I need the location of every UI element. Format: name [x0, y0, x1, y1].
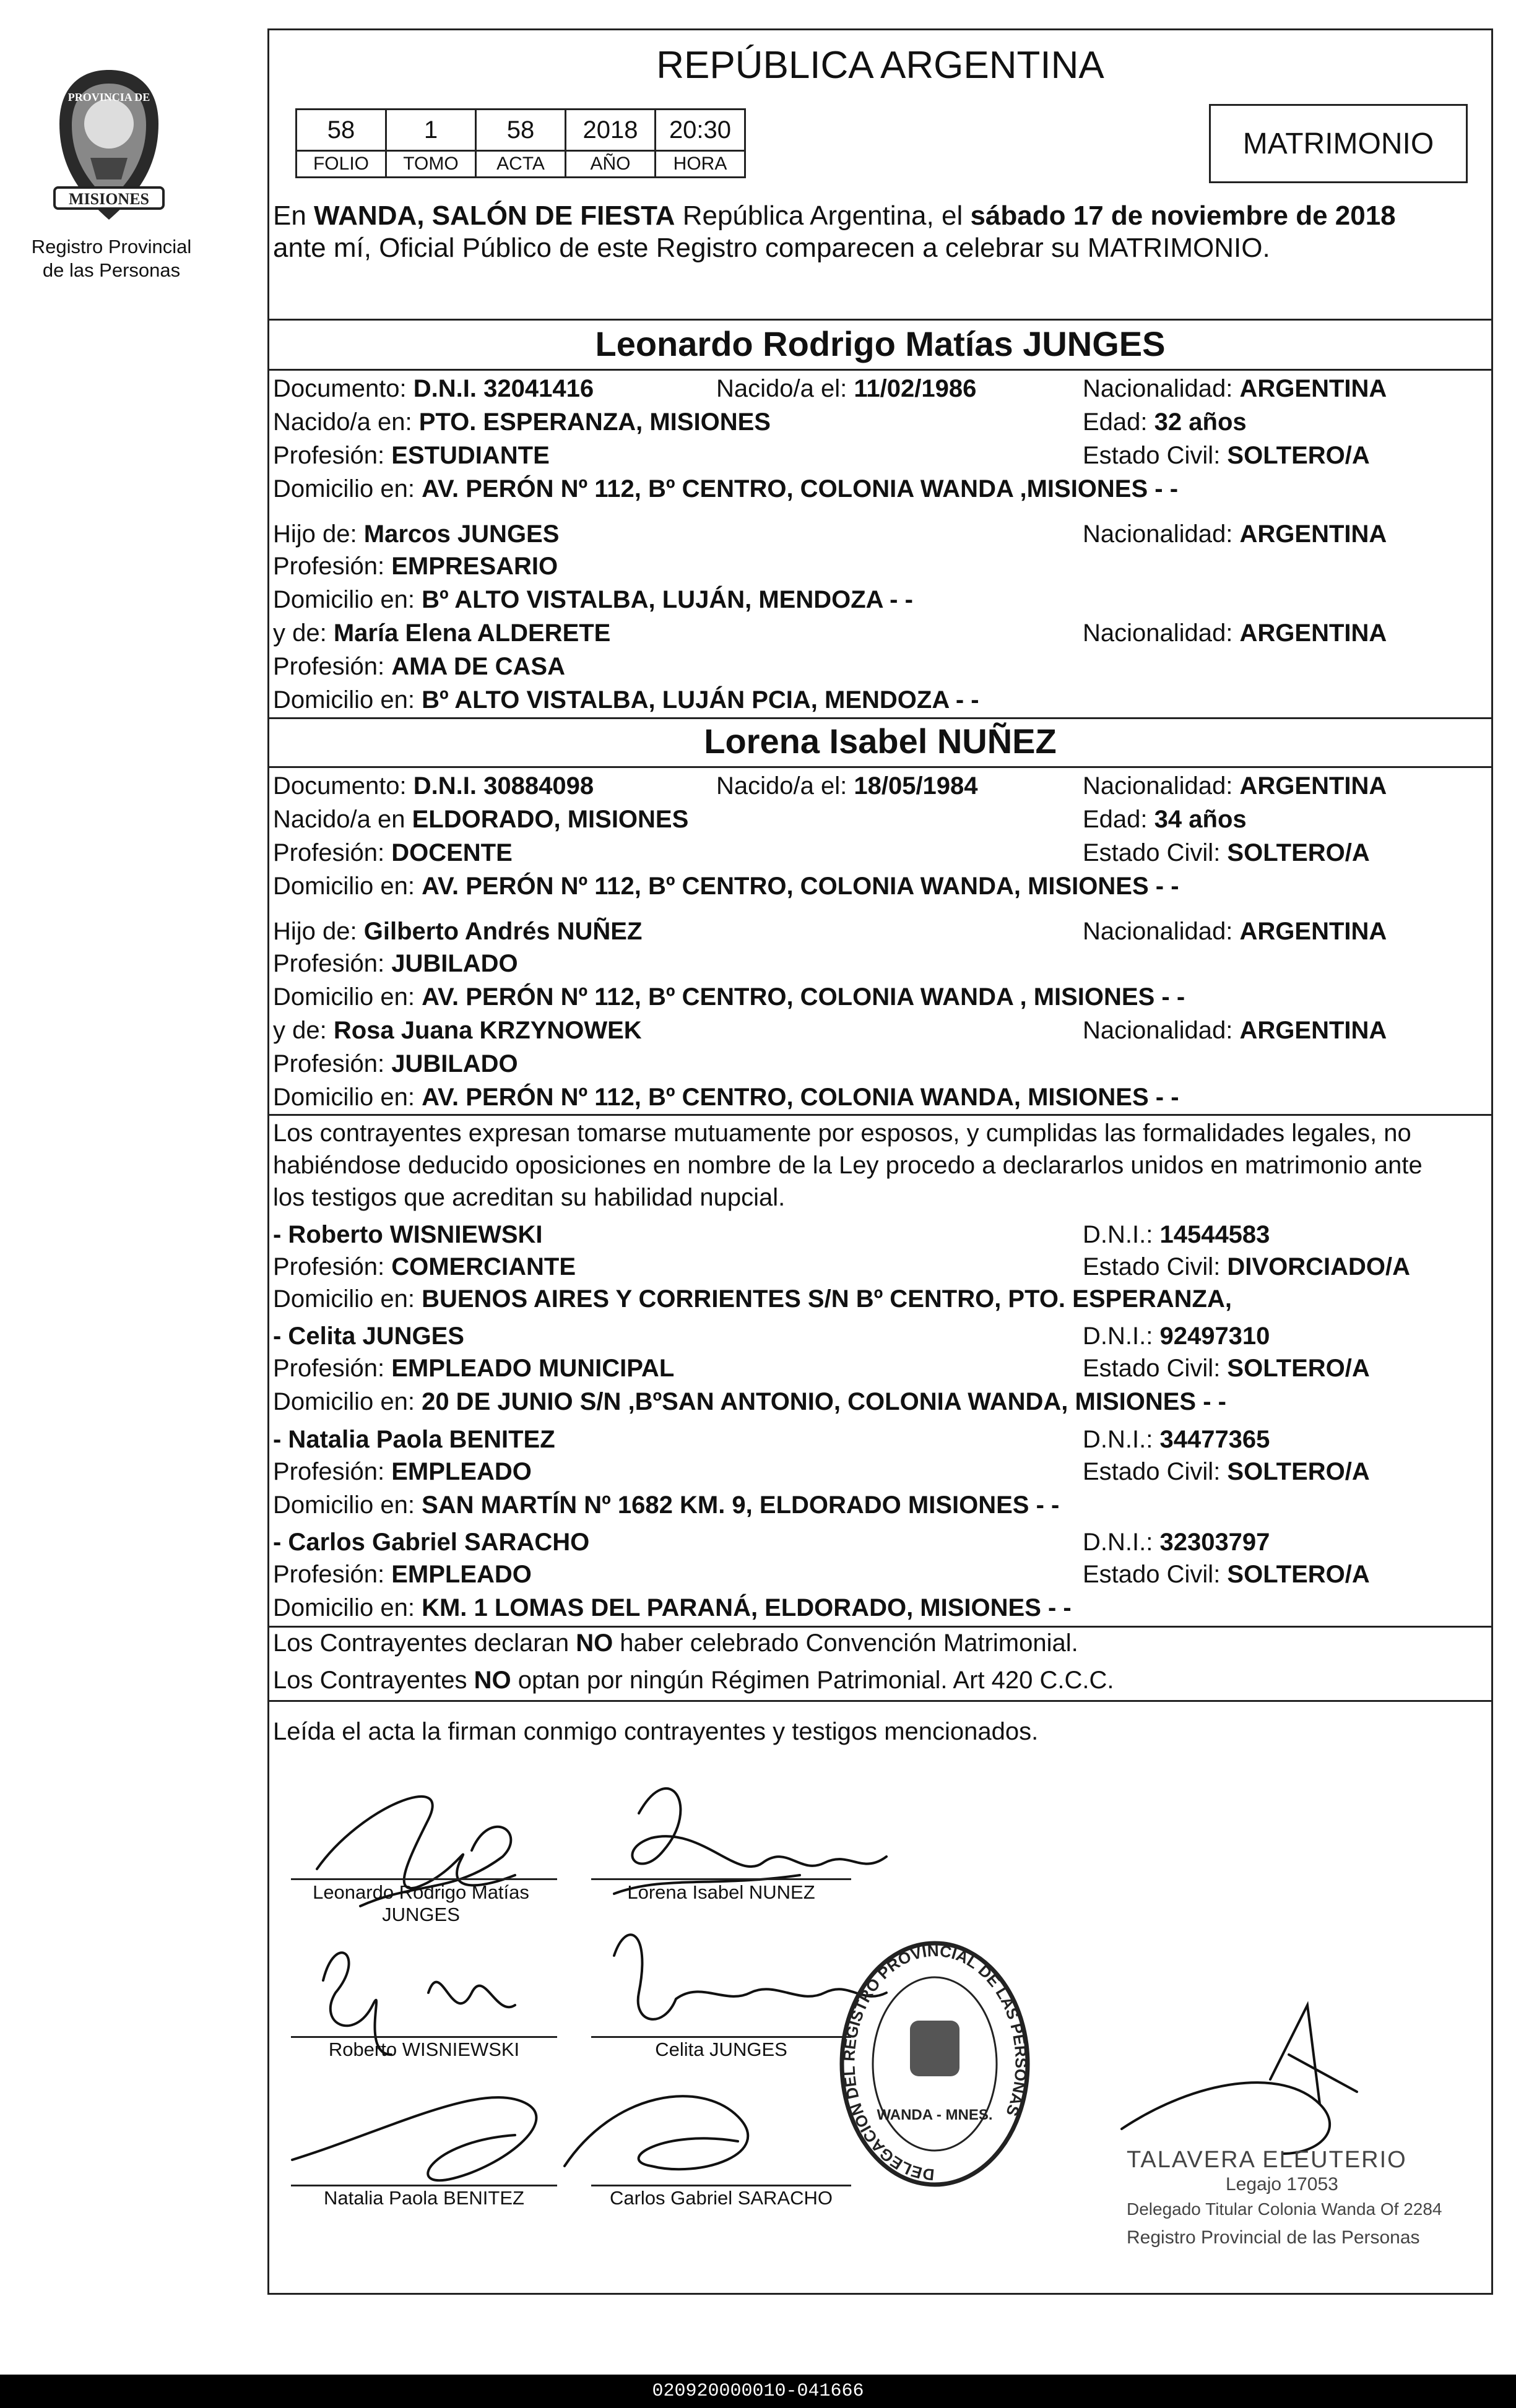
divider [267, 717, 1493, 719]
label: Hijo de: [273, 520, 364, 548]
witness-name: - Natalia Paola BENITEZ [273, 1426, 555, 1453]
groom-father-addr-row [273, 584, 913, 615]
ceremony-date: sábado 17 de noviembre de 2018 [970, 201, 1396, 231]
groom-signature-label [285, 1881, 557, 1926]
stamp-inner-text: WANDA - MNES. [877, 2107, 993, 2123]
groom-mother-addr-row [273, 684, 979, 715]
witness-profession: EMPLEADO [391, 1561, 532, 1588]
document-code-bar [0, 2375, 1516, 2408]
witness2-signature-label: Celita JUNGES [655, 2039, 787, 2060]
label: Profesión: [273, 1253, 392, 1280]
bride-civil-status: SOLTERO/A [1227, 839, 1370, 866]
bride-age: 34 años [1154, 806, 1247, 833]
groom-address: AV. PERÓN Nº 112, Bº CENTRO, COLONIA WANDA ,MISIONES - - [422, 475, 1179, 503]
declaration-line-1: Los contrayentes expresan tomarse mutuamente por esposos, y cumplidas las formalidades legales, no [273, 1120, 1411, 1147]
groom-nationality: ARGENTINA [1239, 375, 1387, 402]
divider [267, 319, 1493, 321]
witness4-signature [565, 2096, 748, 2169]
label: Domicilio en: [273, 586, 422, 613]
svg-text:PROVINCIA DE: PROVINCIA DE [67, 91, 150, 103]
officer-signature [1122, 2005, 1357, 2154]
witness-dni: 32303797 [1159, 1529, 1270, 1556]
label: Domicilio en: [273, 1491, 422, 1519]
witness-profession: COMERCIANTE [391, 1253, 576, 1280]
hour-label: HORA [656, 151, 745, 178]
label: Profesión: [273, 1355, 392, 1382]
bride-name: Lorena Isabel NUÑEZ [704, 722, 1057, 761]
label: Nacido/a en [273, 806, 412, 833]
label: Nacionalidad: [1083, 619, 1240, 647]
witness-prof-row [273, 1456, 1370, 1487]
bride-address-row [273, 871, 1179, 902]
bride-profession: DOCENTE [391, 839, 513, 866]
bride-mother-nationality: ARGENTINA [1239, 1017, 1387, 1044]
label: Nacido/a en: [273, 408, 419, 436]
witness-name-row [273, 1527, 1270, 1558]
bride-address: AV. PERÓN Nº 112, Bº CENTRO, COLONIA WANDA, MISIONES - - [422, 873, 1179, 900]
bride-birthplace: ELDORADO, MISIONES [412, 806, 689, 833]
bride-father-addr-row [273, 982, 1185, 1012]
record-reference-table [295, 108, 746, 178]
folio-value: 58 [297, 110, 386, 151]
officer-registry: Registro Provincial de las Personas [1127, 2227, 1420, 2248]
label: Nacido/a el: [716, 375, 854, 402]
witness1-signature-label: Roberto WISNIEWSKI [328, 2039, 520, 2060]
label: Domicilio en: [273, 873, 422, 900]
label: Nacionalidad: [1083, 520, 1240, 548]
label: Estado Civil: [1083, 1253, 1228, 1280]
bride-mother-addr-row [273, 1082, 1179, 1113]
groom-birthplace-row [273, 407, 1247, 438]
groom-signature-line [291, 1878, 557, 1880]
bride-father-row [273, 916, 1387, 947]
witness-civil-status: DIVORCIADO/A [1227, 1253, 1410, 1280]
groom-father-name: Marcos JUNGES [363, 520, 560, 548]
bride-birthplace-row [273, 804, 1247, 835]
bride-profession-row [273, 837, 1370, 868]
label: Domicilio en: [273, 1594, 422, 1621]
witness-addr-row [273, 1490, 1059, 1521]
witness4-signature-label: Carlos Gabriel SARACHO [609, 2187, 833, 2209]
intro-line-1 [273, 199, 1396, 233]
bride-father-prof-row [273, 948, 518, 979]
declaration-line-2: habiéndose deducido oposiciones en nombre de la Ley procedo a declararlos unidos en matrimonio ante [273, 1152, 1423, 1179]
groom-profession-row [273, 440, 1370, 471]
label: Domicilio en: [273, 475, 422, 503]
groom-birthplace: PTO. ESPERANZA, MISIONES [418, 408, 771, 436]
witness3-signature [292, 2097, 536, 2180]
label: D.N.I.: [1083, 1221, 1160, 1248]
groom-mother-name: María Elena ALDERETE [333, 619, 611, 647]
label: Domicilio en: [273, 1388, 422, 1415]
witness-prof-row [273, 1251, 1410, 1282]
year-value: 2018 [566, 110, 656, 151]
witness-name: - Roberto WISNIEWSKI [273, 1221, 543, 1248]
groom-father-row [273, 519, 1387, 550]
witness-name-row [273, 1321, 1270, 1352]
tomo-label: TOMO [386, 151, 476, 178]
witness-name-row [273, 1424, 1270, 1455]
witness-address: KM. 1 LOMAS DEL PARANÁ, ELDORADO, MISIONES - - [422, 1594, 1072, 1621]
witness2-signature-line [591, 2036, 851, 2038]
acta-label: ACTA [476, 151, 566, 178]
groom-father-nationality: ARGENTINA [1239, 520, 1387, 548]
province-seal-icon [41, 65, 177, 232]
label: Edad: [1083, 408, 1154, 436]
regime-text: optan por ningún Régimen Patrimonial. Art 420 C.C.C. [511, 1667, 1114, 1694]
bride-mother-address: AV. PERÓN Nº 112, Bº CENTRO, COLONIA WANDA, MISIONES - - [422, 1084, 1179, 1111]
witness-civil-status: SOLTERO/A [1227, 1458, 1370, 1485]
ceremony-place: WANDA, SALÓN DE FIESTA [314, 201, 675, 231]
label: Hijo de: [273, 918, 364, 945]
bride-mother-row [273, 1015, 1387, 1046]
groom-doc-row [273, 373, 1387, 404]
witness-addr-row [273, 1386, 1226, 1417]
label: Estado Civil: [1083, 1561, 1228, 1588]
groom-father-prof-row [273, 551, 558, 582]
svg-text:MISIONES: MISIONES [68, 190, 150, 208]
bride-father-profession: JUBILADO [391, 950, 518, 977]
folio-label: FOLIO [297, 151, 386, 178]
witness-name: - Celita JUNGES [273, 1323, 464, 1350]
act-type-box [1209, 104, 1468, 183]
regime-line-2 [273, 1665, 1114, 1696]
officer-title: Delegado Titular Colonia Wanda Of 2284 [1127, 2199, 1442, 2219]
registry-name-line1: Registro Provincial [31, 236, 192, 257]
label: Nacionalidad: [1083, 918, 1240, 945]
witness-address: 20 DE JUNIO S/N ,BºSAN ANTONIO, COLONIA WANDA, MISIONES - - [422, 1388, 1226, 1415]
label: Estado Civil: [1083, 1355, 1228, 1382]
closing-text: Leída el acta la firman conmigo contrayentes y testigos mencionados. [273, 1718, 1039, 1745]
label: D.N.I.: [1083, 1529, 1160, 1556]
intro-text: En [273, 201, 314, 231]
witness-dni: 34477365 [1159, 1426, 1270, 1453]
label: Nacionalidad: [1083, 772, 1240, 800]
groom-signature-name-line2: JUNGES [382, 1904, 460, 1925]
label: Domicilio en: [273, 1084, 422, 1111]
hour-value: 20:30 [656, 110, 745, 151]
act-type: MATRIMONIO [1242, 127, 1434, 160]
bride-father-name: Gilberto Andrés NUÑEZ [363, 918, 643, 945]
groom-signature [317, 1797, 515, 1888]
groom-birthdate: 11/02/1986 [854, 375, 977, 402]
registry-name-line2: de las Personas [42, 259, 181, 281]
witness3-signature-line [291, 2185, 557, 2186]
groom-father-profession: EMPRESARIO [391, 553, 558, 580]
year-label: AÑO [566, 151, 656, 178]
witness-address: BUENOS AIRES Y CORRIENTES S/N Bº CENTRO, PTO. ESPERANZA, [422, 1285, 1232, 1313]
official-stamp [833, 1934, 1037, 2194]
regime-line-1 [273, 1628, 1078, 1659]
label: Profesión: [273, 553, 392, 580]
label: Nacido/a el: [716, 772, 854, 800]
label: Documento: [273, 375, 414, 402]
witness-dni: 14544583 [1159, 1221, 1270, 1248]
divider [267, 766, 1493, 768]
intro-line-2: ante mí, Oficial Público de este Registro comparecen a celebrar su MATRIMONIO. [273, 233, 1270, 263]
stamp-ring-text: DELEGACION DEL REGISTRO PROVINCIAL DE LAS PERSONAS [839, 1941, 1031, 2185]
label: Documento: [273, 772, 414, 800]
label: Profesión: [273, 950, 392, 977]
regime-negation: NO [474, 1667, 511, 1694]
divider [267, 1700, 1493, 1702]
bride-nationality: ARGENTINA [1239, 772, 1387, 800]
registry-seal [41, 65, 177, 232]
bride-signature [632, 1789, 886, 1866]
regime-negation: NO [576, 1629, 613, 1657]
bride-dni: D.N.I. 30884098 [413, 772, 594, 800]
witness-addr-row [273, 1592, 1072, 1623]
groom-mother-profession: AMA DE CASA [391, 653, 565, 680]
witness-profession: EMPLEADO [391, 1458, 532, 1485]
label: Estado Civil: [1083, 839, 1228, 866]
groom-dni: D.N.I. 32041416 [413, 375, 594, 402]
bride-birthdate: 18/05/1984 [854, 772, 978, 800]
declaration-line-3: los testigos que acreditan su habilidad nupcial. [273, 1184, 786, 1211]
registry-name [25, 235, 198, 282]
witness1-signature-line [291, 2036, 557, 2038]
divider [267, 369, 1493, 371]
intro-text: República Argentina, el [675, 201, 971, 231]
witness-name: - Carlos Gabriel SARACHO [273, 1529, 590, 1556]
label: Domicilio en: [273, 1285, 422, 1313]
label: Domicilio en: [273, 686, 422, 714]
label: Profesión: [273, 1050, 392, 1077]
groom-age: 32 años [1154, 408, 1247, 436]
witness-prof-row [273, 1559, 1370, 1590]
witness4-signature-line [591, 2185, 851, 2186]
bride-mother-prof-row [273, 1048, 518, 1079]
regime-text: Los Contrayentes [273, 1667, 474, 1694]
witness-civil-status: SOLTERO/A [1227, 1355, 1370, 1382]
country-title: REPÚBLICA ARGENTINA [656, 44, 1104, 87]
groom-mother-row [273, 618, 1387, 649]
groom-civil-status: SOLTERO/A [1227, 442, 1370, 469]
label: Edad: [1083, 806, 1154, 833]
document-code: 020920000010-041666 [652, 2381, 864, 2402]
witness-prof-row [273, 1353, 1370, 1384]
bride-father-address: AV. PERÓN Nº 112, Bº CENTRO, COLONIA WANDA , MISIONES - - [422, 983, 1185, 1011]
label: Profesión: [273, 839, 392, 866]
label: D.N.I.: [1083, 1323, 1160, 1350]
label: Profesión: [273, 1458, 392, 1485]
label: Estado Civil: [1083, 442, 1228, 469]
label: Nacionalidad: [1083, 1017, 1240, 1044]
bride-signature-label: Lorena Isabel NUNEZ [627, 1881, 815, 1903]
witness-addr-row [273, 1284, 1232, 1314]
witness3-signature-label: Natalia Paola BENITEZ [324, 2187, 524, 2209]
bride-signature-line [591, 1878, 851, 1880]
officer-legajo: Legajo 17053 [1226, 2174, 1338, 2194]
officer-name: TALAVERA ELEUTERIO [1127, 2147, 1407, 2173]
bride-mother-profession: JUBILADO [391, 1050, 518, 1077]
groom-mother-address: Bº ALTO VISTALBA, LUJÁN PCIA, MENDOZA - - [422, 686, 979, 714]
groom-mother-prof-row [273, 651, 565, 682]
witness-address: SAN MARTÍN Nº 1682 KM. 9, ELDORADO MISIONES - - [422, 1491, 1060, 1519]
label: Nacionalidad: [1083, 375, 1240, 402]
witness-civil-status: SOLTERO/A [1227, 1561, 1370, 1588]
label: y de: [273, 1017, 334, 1044]
groom-father-address: Bº ALTO VISTALBA, LUJÁN, MENDOZA - - [422, 586, 913, 613]
acta-value: 58 [476, 110, 566, 151]
regime-text: haber celebrado Convención Matrimonial. [613, 1629, 1078, 1657]
tomo-value: 1 [386, 110, 476, 151]
bride-father-nationality: ARGENTINA [1239, 918, 1387, 945]
groom-profession: ESTUDIANTE [391, 442, 550, 469]
witness-profession: EMPLEADO MUNICIPAL [391, 1355, 675, 1382]
regime-text: Los Contrayentes declaran [273, 1629, 576, 1657]
label: Profesión: [273, 442, 392, 469]
divider [267, 1114, 1493, 1116]
label: y de: [273, 619, 334, 647]
label: D.N.I.: [1083, 1426, 1160, 1453]
round-stamp-icon [833, 1934, 1037, 2194]
bride-mother-name: Rosa Juana KRZYNOWEK [333, 1017, 642, 1044]
witness-name-row [273, 1219, 1270, 1250]
label: Profesión: [273, 653, 392, 680]
groom-address-row [273, 473, 1178, 504]
label: Profesión: [273, 1561, 392, 1588]
groom-name: Leonardo Rodrigo Matías JUNGES [595, 324, 1166, 363]
label: Domicilio en: [273, 983, 422, 1011]
groom-signature-name-line1: Leonardo Rodrigo Matías [313, 1881, 529, 1903]
label: Estado Civil: [1083, 1458, 1228, 1485]
bride-doc-row [273, 770, 1387, 801]
officer-stamp [1127, 2147, 1473, 2250]
groom-mother-nationality: ARGENTINA [1239, 619, 1387, 647]
witness-dni: 92497310 [1159, 1323, 1270, 1350]
